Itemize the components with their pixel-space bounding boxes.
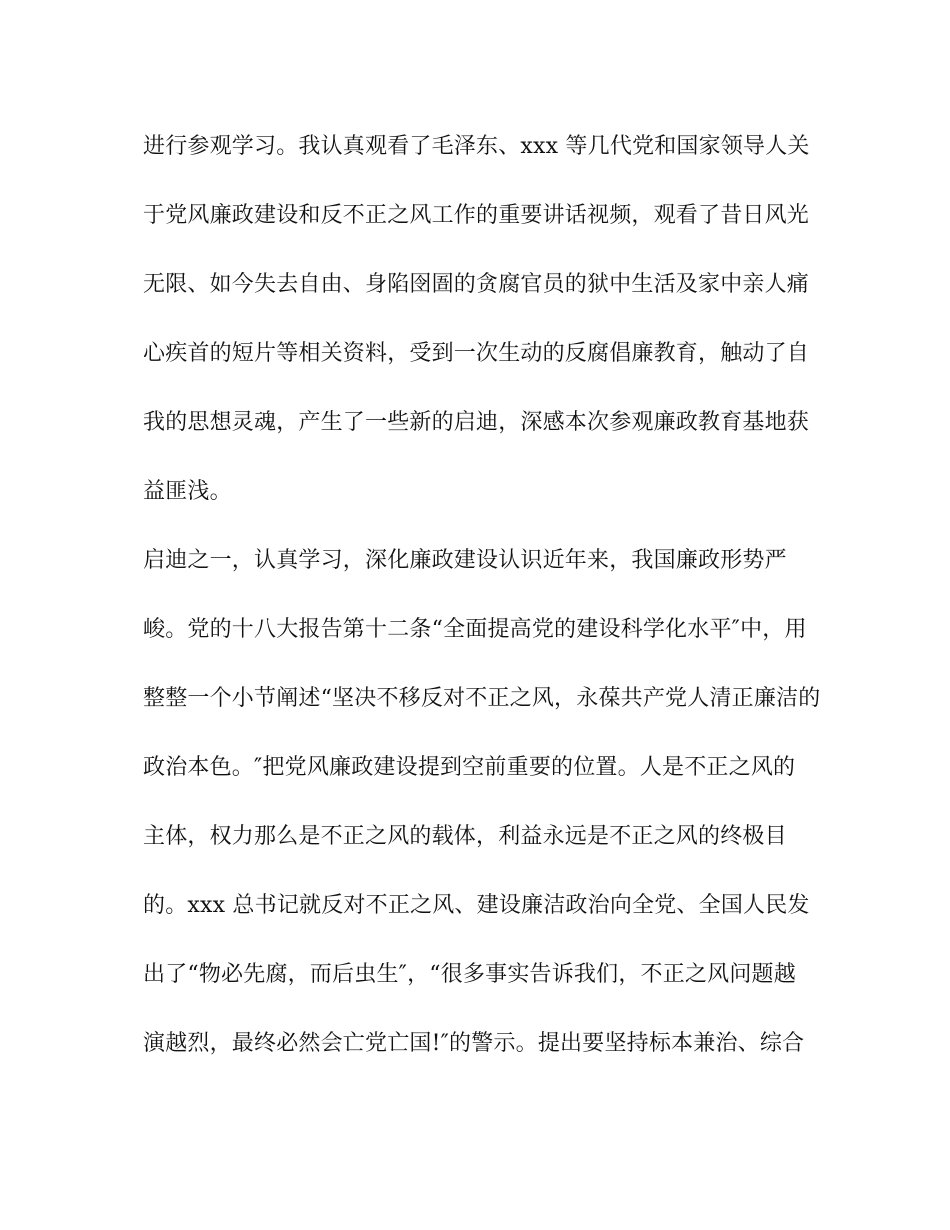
text-line: 进行参观学习。我认真观看了毛泽东、xxx 等几代党和国家领导人关 [143, 134, 810, 159]
text-line: 无限、如今失去自由、身陷囹圄的贪腐官员的狱中生活及家中亲人痛 [143, 272, 810, 297]
text-line: 出了“物必先腐，而后虫生″，“很多事实告诉我们，不正之风问题越 [143, 962, 796, 987]
text-line: 政治本色。″把党风廉政建设提到空前重要的位置。人是不正之风的 [143, 755, 796, 780]
text-line: 主体，权力那么是不正之风的载体，利益永远是不正之风的终极目 [143, 824, 787, 849]
text-line: 演越烈，最终必然会亡党亡国!″的警示。提出要坚持标本兼治、综合 [143, 1031, 805, 1056]
text-line: 心疾首的短片等相关资料，受到一次生动的反腐倡廉教育，触动了自 [143, 341, 810, 366]
text-line: 于党风廉政建设和反不正之风工作的重要讲话视频，观看了昔日风光 [143, 203, 810, 228]
text-line: 益匪浅。 [143, 479, 232, 504]
text-line: 整整一个小节阐述“坚决不移反对不正之风，永葆共产党人清正廉洁的 [143, 686, 821, 711]
text-line: 峻。党的十八大报告第十二条“全面提高党的建设科学化水平″中，用 [143, 617, 807, 642]
text-line: 我的思想灵魂，产生了一些新的启迪，深感本次参观廉政教育基地获 [143, 410, 810, 435]
paragraph-start-line: 启迪之一，认真学习，深化廉政建设认识近年来，我国廉政形势严 [143, 548, 787, 573]
text-line: 的。xxx 总书记就反对不正之风、建设廉洁政治向全党、全国人民发 [143, 893, 810, 918]
